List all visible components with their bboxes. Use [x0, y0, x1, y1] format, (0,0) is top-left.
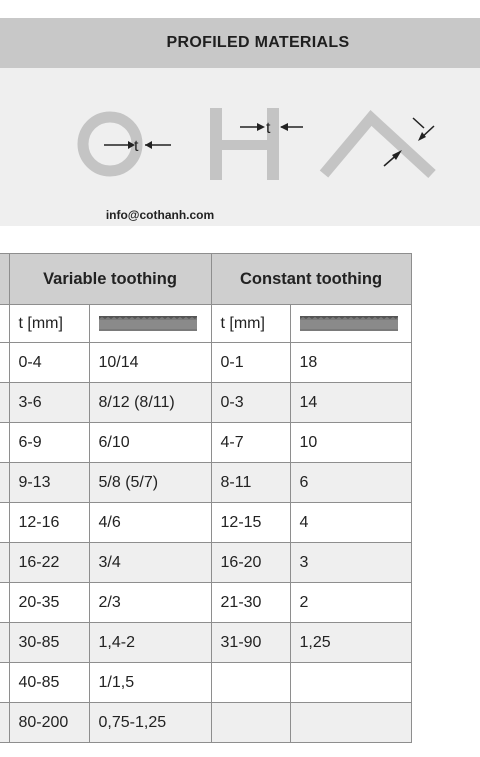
profile-illustration — [0, 68, 480, 226]
saw-blade-icon-graphic — [99, 316, 197, 332]
table-row — [0, 343, 411, 383]
lead-cell — [0, 383, 9, 423]
constant-teeth-cell: 4 — [290, 503, 411, 543]
constant-thickness-cell: 4-7 — [211, 423, 290, 463]
lead-cell — [0, 423, 9, 463]
variable-thickness-cell: 16-22 — [9, 543, 89, 583]
constant-thickness-cell: 12-15 — [211, 503, 290, 543]
variable-teeth-cell: 1/1,5 — [89, 663, 211, 703]
table-row — [0, 703, 411, 743]
lead-cell — [0, 305, 9, 343]
constant-thickness-cell: 0-1 — [211, 343, 290, 383]
variable-thickness-cell: 30-85 — [9, 623, 89, 663]
variable-thickness-cell: 12-16 — [9, 503, 89, 543]
constant-teeth-cell: 14 — [290, 383, 411, 423]
saw-blade-icon-graphic — [300, 316, 398, 332]
table-row — [0, 583, 411, 623]
variable-toothing-header: Variable toothing — [9, 254, 211, 305]
constant-thickness-cell: 21-30 — [211, 583, 290, 623]
variable-thickness-cell: 9-13 — [9, 463, 89, 503]
tube-profile-icon — [83, 117, 171, 171]
sub-header-row — [0, 305, 411, 343]
variable-teeth-cell: 2/3 — [89, 583, 211, 623]
constant-toothing-header: Constant toothing — [211, 254, 411, 305]
constant-teeth-cell: 10 — [290, 423, 411, 463]
variable-thickness-cell: 3-6 — [9, 383, 89, 423]
lead-cell — [0, 343, 9, 383]
variable-teeth-cell: 5/8 (5/7) — [89, 463, 211, 503]
variable-teeth-cell: 3/4 — [89, 543, 211, 583]
table-row — [0, 543, 411, 583]
lead-cell — [0, 543, 9, 583]
header-bar — [0, 18, 480, 68]
lead-cell — [0, 583, 9, 623]
variable-teeth-cell: 1,4-2 — [89, 623, 211, 663]
table-row — [0, 623, 411, 663]
table-row — [0, 503, 411, 543]
contact-email: info@cothanh.com — [105, 208, 215, 222]
lead-cell — [0, 463, 9, 503]
constant-teeth-cell — [290, 663, 411, 703]
constant-thickness-cell: 0-3 — [211, 383, 290, 423]
variable-thickness-cell: 6-9 — [9, 423, 89, 463]
h-beam-profile-icon — [210, 108, 303, 180]
table-row — [0, 663, 411, 703]
variable-teeth-cell: 4/6 — [89, 503, 211, 543]
angle-profile-icon — [324, 118, 434, 174]
variable-teeth-cell: 8/12 (8/11) — [89, 383, 211, 423]
variable-teeth-cell: 6/10 — [89, 423, 211, 463]
saw-blade-icon — [290, 305, 411, 343]
lead-cell — [0, 703, 9, 743]
group-header-row — [0, 254, 411, 305]
constant-thickness-cell — [211, 703, 290, 743]
lead-cell — [0, 503, 9, 543]
constant-teeth-cell: 18 — [290, 343, 411, 383]
variable-thickness-cell: 40-85 — [9, 663, 89, 703]
variable-thickness-cell: 0-4 — [9, 343, 89, 383]
constant-teeth-cell: 1,25 — [290, 623, 411, 663]
constant-thickness-cell — [211, 663, 290, 703]
constant-teeth-cell: 2 — [290, 583, 411, 623]
table-row — [0, 463, 411, 503]
profile-illustration-graphic — [0, 68, 480, 226]
constant-teeth-cell: 6 — [290, 463, 411, 503]
lead-cell — [0, 663, 9, 703]
toothing-table — [0, 253, 412, 743]
variable-teeth-cell: 0,75-1,25 — [89, 703, 211, 743]
page-title: PROFILED MATERIALS — [166, 34, 350, 51]
toothing-table-wrap — [0, 253, 411, 743]
constant-thickness-cell: 31-90 — [211, 623, 290, 663]
lead-header-cell — [0, 254, 9, 305]
constant-thickness-cell: 8-11 — [211, 463, 290, 503]
table-row — [0, 383, 411, 423]
variable-thickness-cell: 20-35 — [9, 583, 89, 623]
lead-cell — [0, 623, 9, 663]
thickness-header-variable: t [mm] — [9, 305, 89, 343]
constant-thickness-cell: 16-20 — [211, 543, 290, 583]
thickness-header-constant: t [mm] — [211, 305, 290, 343]
table-row — [0, 423, 411, 463]
variable-teeth-cell: 10/14 — [89, 343, 211, 383]
thickness-label-beam: t — [266, 120, 271, 137]
saw-blade-icon — [89, 305, 211, 343]
variable-thickness-cell: 80-200 — [9, 703, 89, 743]
thickness-label-tube: t — [134, 138, 139, 155]
constant-teeth-cell — [290, 703, 411, 743]
constant-teeth-cell: 3 — [290, 543, 411, 583]
